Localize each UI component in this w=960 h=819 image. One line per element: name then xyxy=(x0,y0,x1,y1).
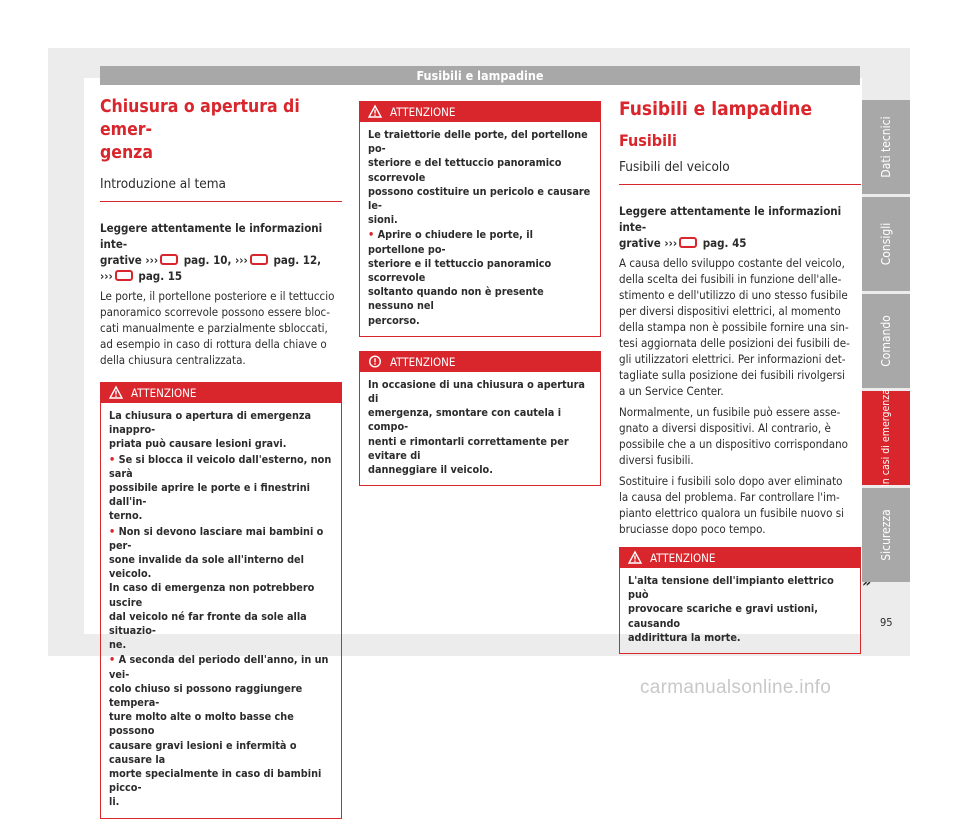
intro-line-2: grative xyxy=(619,236,661,250)
section-subtitle: Introduzione al tema xyxy=(100,175,342,202)
reference-arrows: ››› xyxy=(664,236,678,250)
reference-arrows: ››› xyxy=(235,253,248,267)
body-line: A causa dello sviluppo costante del veicolo, xyxy=(619,256,845,270)
body-line: cati manualmente e parzialmente sbloccati, xyxy=(100,321,328,335)
warning-text-line: sioni. xyxy=(368,213,398,227)
warning-text-line: li. xyxy=(109,795,120,809)
intro-line-1: Leggere attentamente le informazioni inte- xyxy=(619,204,842,234)
chapter-tabs xyxy=(862,100,910,585)
body-line: possibile che a un dispositivo corrispondano xyxy=(619,437,848,451)
warning-text-line: colo chiuso si possono raggiungere tempera- xyxy=(109,681,303,710)
tab-label: Dati tecnici xyxy=(879,116,893,178)
warning-triangle-icon xyxy=(628,551,642,564)
column-right xyxy=(619,96,861,654)
bullet-icon: • xyxy=(109,524,119,538)
warning-text-line: possono costituire un pericolo e causare le- xyxy=(368,184,591,213)
warning-text-line: priata può causare lesioni gravi. xyxy=(109,437,287,451)
section-title xyxy=(100,96,342,165)
body-line: tesi aggiornata delle posizioni dei fusibili de- xyxy=(619,336,850,350)
body-line: Sostituire i fusibili solo dopo aver eliminato xyxy=(619,474,843,488)
body-line: gnato a diversi dispositivi. Al contrario, è xyxy=(619,421,831,435)
warning-box xyxy=(100,382,342,819)
tab-label: In casi di emergenza xyxy=(880,389,892,487)
tab-sicurezza[interactable] xyxy=(862,488,910,582)
body-line: Normalmente, un fusibile può essere asse- xyxy=(619,405,841,419)
section-title: Fusibili xyxy=(619,131,677,150)
intro-line-2: grative xyxy=(100,253,142,267)
page-reference-link[interactable]: pag. 45 xyxy=(702,236,747,250)
warning-text-line: percorso. xyxy=(368,313,420,327)
warning-triangle-icon xyxy=(109,386,123,399)
reference-arrows: ››› xyxy=(145,253,159,267)
tab-consigli[interactable] xyxy=(862,197,910,291)
body-line: della scelta dei fusibili in funzione dell'alle- xyxy=(619,272,842,286)
warning-text-line: dal veicolo né far fronte da sole alla situazio- xyxy=(109,609,307,638)
notice-label: ATTENZIONE xyxy=(390,354,456,369)
book-icon xyxy=(115,270,133,281)
warning-bullet-item xyxy=(109,653,333,809)
tab-in-casi-di-emergenza[interactable] xyxy=(862,391,910,485)
warning-text-line: L'alta tensione dell'impianto elettrico può xyxy=(628,574,834,602)
paragraph xyxy=(619,473,861,537)
warning-text-line: provocare scariche e gravi ustioni, causando xyxy=(628,602,818,630)
paragraph xyxy=(619,255,861,399)
book-icon xyxy=(160,254,178,265)
notice-text-line: nenti e rimontarli correttamente per evitare di xyxy=(368,434,569,462)
body-line: Le porte, il portellone posteriore e il tettuccio xyxy=(100,289,335,303)
tab-label: Consigli xyxy=(879,222,893,266)
reference-arrows: ››› xyxy=(100,269,113,283)
book-icon xyxy=(679,237,697,248)
tab-label: Sicurezza xyxy=(879,509,893,561)
section-title-line-2: genza xyxy=(100,143,153,163)
warning-bullet-item xyxy=(109,453,333,524)
running-header: Fusibili e lampadine xyxy=(100,66,860,85)
body-line: della stampa non è possibile fornire una sin- xyxy=(619,320,849,334)
warning-text-line: steriore e del tettuccio panoramico scorrevole xyxy=(368,156,562,184)
warning-body xyxy=(620,568,860,653)
warning-text-line: La chiusura o apertura di emergenza inappro- xyxy=(109,409,312,437)
intro-line-1: Leggere attentamente le informazioni inte- xyxy=(100,221,323,251)
warning-box xyxy=(359,101,601,337)
warning-label: ATTENZIONE xyxy=(390,105,456,119)
body-line: gli utilizzatori elettrici. Per informazioni det- xyxy=(619,352,846,366)
book-icon xyxy=(250,254,268,265)
intro-text xyxy=(619,203,861,251)
warning-text-line: possibile aprire le porte e i finestrini dall'in- xyxy=(109,481,310,509)
body-paragraph xyxy=(100,288,342,368)
warning-body xyxy=(101,403,341,818)
notice-text-line: In occasione di una chiusura o apertura di xyxy=(368,377,585,406)
warning-text-line: ture molto alte o molto basse che possono xyxy=(109,710,294,738)
column-left xyxy=(100,96,342,819)
warning-text-line: Se si blocca il veicolo dall'esterno, non sarà xyxy=(109,452,332,480)
warning-header xyxy=(360,102,600,122)
body-line: tagliate sulla posizione dei fusibili rivolgersi xyxy=(619,368,846,382)
notice-text-line: emergenza, smontare con cautela i compo- xyxy=(368,406,562,434)
body-line: ad esempio in caso di rottura della chiave o xyxy=(100,337,327,351)
body-line: a un Service Center. xyxy=(619,384,724,398)
page-reference-link[interactable]: pag. 15 xyxy=(138,269,183,283)
bullet-icon: • xyxy=(109,452,119,466)
warning-label: ATTENZIONE xyxy=(650,551,716,565)
warning-text-line: A seconda del periodo dell'anno, in un vei- xyxy=(109,653,329,681)
warning-text-line: causare gravi lesioni e infermità o causare la xyxy=(109,738,297,766)
section-subtitle: Fusibili del veicolo xyxy=(619,158,861,185)
warning-text-line: soltanto quando non è presente nessuno nel xyxy=(368,285,544,313)
exclamation-circle-icon xyxy=(368,355,382,368)
warning-text-line: ne. xyxy=(109,638,127,652)
chapter-title: Fusibili e lampadine xyxy=(619,98,813,120)
tab-label: Comando xyxy=(879,315,893,367)
warning-text-line: Aprire o chiudere le porte, il portellone po- xyxy=(368,228,533,256)
body-paragraph xyxy=(619,255,861,537)
notice-header xyxy=(360,352,600,372)
warning-text-line: terno. xyxy=(109,509,143,523)
bullet-icon: • xyxy=(368,228,378,242)
notice-body xyxy=(360,372,600,485)
warning-text-line: Le traiettorie delle porte, del portellone po- xyxy=(368,128,588,156)
notice-text-line: danneggiare il veicolo. xyxy=(368,463,493,477)
tab-dati-tecnici[interactable] xyxy=(862,100,910,194)
body-line: stimento e dell'utilizzo di uno stesso fusibile xyxy=(619,288,848,302)
warning-header xyxy=(101,383,341,403)
column-middle xyxy=(359,96,601,486)
warning-text-line: sone invalide da sole all'interno del veicolo. xyxy=(109,553,304,581)
bullet-icon: • xyxy=(109,653,119,667)
warning-body xyxy=(360,122,600,336)
section-title-line-1: Chiusura o apertura di emer- xyxy=(100,97,300,140)
warning-text-line: morte specialmente in caso di bambini picco- xyxy=(109,767,322,795)
warning-text-line: Non si devono lasciare mai bambini o per- xyxy=(109,524,324,552)
warning-text-line: addirittura la morte. xyxy=(628,630,741,644)
tab-comando[interactable] xyxy=(862,294,910,388)
warning-text-line: In caso di emergenza non potrebbero uscire xyxy=(109,581,315,609)
page-number: 95 xyxy=(880,616,893,629)
body-line: bruciasse dopo poco tempo. xyxy=(619,522,766,536)
warning-bullet-item xyxy=(368,228,592,327)
body-line: la causa del problema. Far controllare l'im- xyxy=(619,490,840,504)
warning-text-line: steriore e il tettuccio panoramico scorrevole xyxy=(368,256,552,285)
warning-bullet-item xyxy=(109,525,333,653)
warning-header xyxy=(620,548,860,568)
warning-label: ATTENZIONE xyxy=(131,386,197,400)
page-reference-link[interactable]: pag. 10, xyxy=(183,253,232,267)
notice-box xyxy=(359,351,601,486)
warning-triangle-icon xyxy=(368,105,382,118)
watermark: carmanualsonline.info xyxy=(640,677,832,698)
body-line: diversi fusibili. xyxy=(619,453,694,467)
body-line: pianto elettrico qualora un fusibile nuovo si xyxy=(619,506,844,520)
paragraph xyxy=(619,404,861,468)
body-line: panoramico scorrevole possono essere bloc- xyxy=(100,305,330,319)
body-line: per diversi dispositivi elettrici, al momento xyxy=(619,304,841,318)
intro-text xyxy=(100,220,342,284)
page-reference-link[interactable]: pag. 12, xyxy=(273,253,322,267)
warning-box xyxy=(619,547,861,654)
body-line: della chiusura centralizzata. xyxy=(100,353,246,367)
